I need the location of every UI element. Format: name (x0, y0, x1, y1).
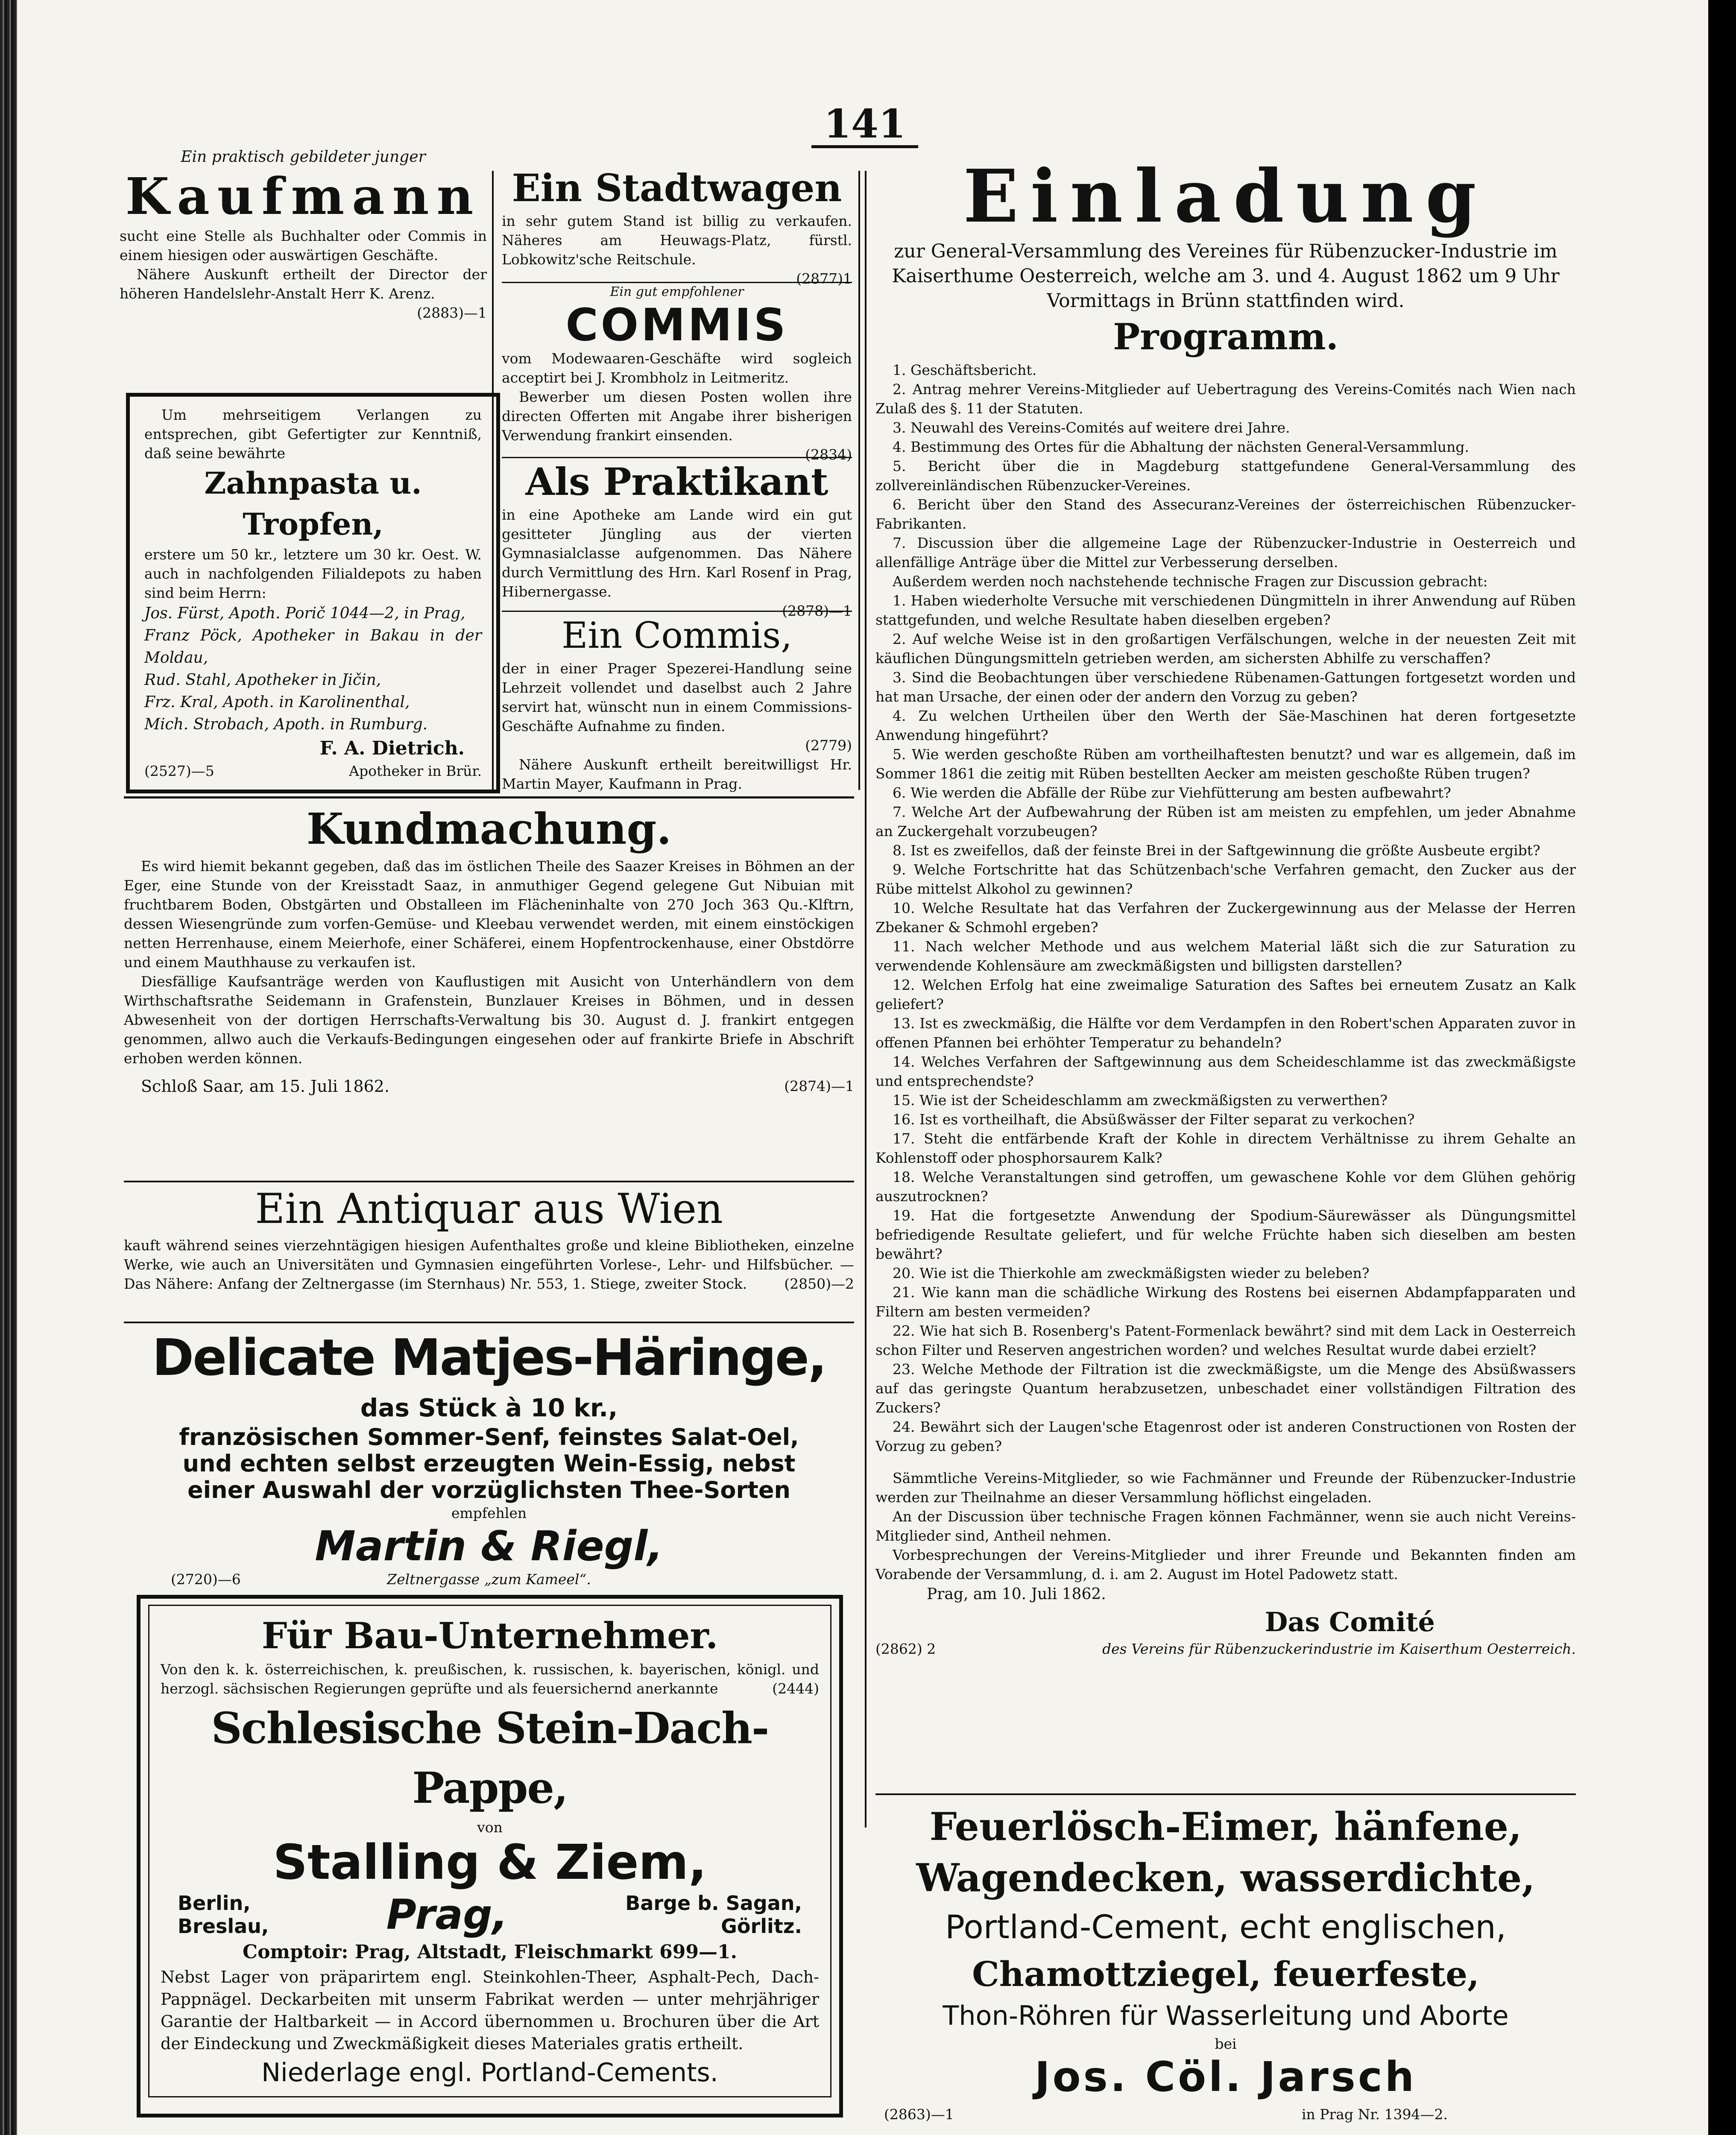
question-item: 6. Wie werden die Abfälle der Rübe zur Viehfütterung am besten aufbewahrt? (893, 784, 1451, 801)
question-item: 17. Steht die entfärbende Kraft der Kohle in directem Verhältnisse zu ihrem Gehalte an Kohlenstoff oder phosphorsaurem Kalk? (875, 1130, 1576, 1166)
zahnpasta-ref: (2527)—5 (144, 763, 214, 779)
question-item: 12. Welchen Erfolg hat eine zweimalige Saturation des Saftes bei erneutem Zusatz an Kalk geliefert? (875, 977, 1576, 1012)
question-item: 9. Welche Fortschritte hat das Schützenbach'sche Verfahren gemacht, den Zucker aus der Rübe mittelst Alkohol zu gewinnen? (875, 861, 1576, 897)
ad-kaufmann (120, 147, 487, 322)
stadtwagen-ref: (2877)1 (796, 270, 852, 287)
zahnpasta-signature-sub: Apotheker in Brür. (349, 763, 482, 779)
feuer-ref: (2863)—1 (884, 2106, 954, 2123)
page-number: 141 (811, 102, 918, 148)
bau-cities-left (178, 1892, 269, 1938)
question-item: 15. Wie ist der Scheideschlamm am zweckmäßigsten zu verwerthen? (893, 1092, 1388, 1108)
question-item: 22. Wie hat sich B. Rosenberg's Patent-Formenlack bewährt? sind mit dem Lack in Oesterreich schon Filter und Reserven angestrichen worden? und welches Resultat wurde dabei erzielt? (875, 1322, 1576, 1358)
matjes-line-2: und echten selbst erzeugten Wein-Essig, nebst (182, 1450, 796, 1477)
question-item: 5. Wie werden geschoßte Rüben am vortheilhaftesten benutzt? und war es allgemein, daß im Sommer 1861 die zeitig mit Rüben bestellten Aecker am meisten geschoßte Rüben trugen? (875, 746, 1576, 782)
question-item: 8. Ist es zweifellos, daß der feinste Brei in der Saftgewinnung die größte Ausbeute ergibt? (893, 842, 1540, 859)
question-item: 11. Nach welcher Methode und aus welchem Material läßt sich die zur Saturation zu verwendende Kohlensäure am zweckmäßigsten und billigsten darstellen? (875, 938, 1576, 974)
bau-product: Schlesische Stein-Dach-Pappe, (211, 1703, 769, 1813)
commis2-info: Nähere Auskunft ertheilt bereitwilligst Hr. Martin Mayer, Kaufmann in Prag. (502, 756, 852, 792)
kaufmann-info: Nähere Auskunft ertheilt der Director der höheren Handelslehr-Anstalt Herr K. Arenz. (120, 266, 487, 302)
question-item: 24. Bewährt sich der Laugen'sche Etagenrost oder ist anderen Constructionen von Rosten der Vorzug zu geben? (875, 1418, 1576, 1454)
column-rule-right (865, 171, 867, 1828)
einladung-programm: Programm. (1113, 316, 1338, 358)
bau-firm: Stalling & Ziem, (273, 1835, 707, 1890)
matjes-title: Delicate Matjes-Häringe, (152, 1328, 826, 1387)
program-item: 7. Discussion über die allgemeine Lage der Rübenzucker-Industrie in Oesterreich und allenfällige Anträge über die Mittel zur Verbesserung derselben. (875, 535, 1576, 570)
ad-matjes (124, 1322, 854, 1589)
newspaper-page (17, 0, 1708, 2135)
kundmachung-footer (124, 1068, 854, 1096)
question-item: 20. Wie ist die Thierkohle am zweckmäßigsten wieder zu beleben? (893, 1265, 1370, 1281)
ad-kundmachung (124, 796, 854, 1096)
commis1-title: COMMIS (565, 299, 788, 351)
kundmachung-ref: (2874)—1 (784, 1078, 854, 1094)
ad-commis-2 (502, 611, 852, 793)
bau-intro: Von den k. k. österreichischen, k. preußischen, k. russischen, k. bayerischen, königl. und herzogl. sächsischen Regierungen geprüfte und als feuersichernd anerkannte (161, 1661, 819, 1697)
zahnpasta-title: Zahnpasta u. Tropfen, (204, 465, 422, 542)
einladung-closing-3: Vorbesprechungen der Vereins-Mitglieder und ihrer Freunde und Bekannten finden am Vorabende der Versammlung, d. i. am 2. August im Hotel Padowetz statt. (875, 1547, 1576, 1582)
program-item: 4. Bestimmung des Ortes für die Abhaltung der nächsten General-Versammlung. (893, 439, 1470, 455)
antiquar-title: Ein Antiquar aus Wien (255, 1185, 723, 1233)
matjes-price: das Stück à 10 kr., (360, 1393, 618, 1422)
bau-title: Für Bau-Unternehmer. (261, 1614, 718, 1657)
bau-city-prag: Prag, (386, 1891, 508, 1939)
bau-cities (161, 1891, 819, 1939)
question-item: 1. Haben wiederholte Versuche mit verschiedenen Düngmitteln in ihrer Anwendung auf Rüben stattgefunden, und welche Resultate haben dieselben ergeben? (875, 592, 1576, 628)
feuer-line-2: Wagendecken, wasserdichte, (916, 1855, 1535, 1901)
commis1-ref: (2834) (805, 446, 852, 463)
question-item: 16. Ist es vortheilhaft, die Absüßwässer der Filter separat zu verkochen? (893, 1111, 1415, 1128)
program-item: 2. Antrag mehrer Vereins-Mitglieder auf Uebertragung des Vereins-Comités nach Wien nach Zulaß des §. 11 der Statuten. (875, 381, 1576, 417)
ad-einladung (875, 154, 1576, 1659)
column-rule-left (492, 171, 494, 790)
einladung-date: Prag, am 10. Juli 1862. (927, 1585, 1106, 1603)
antiquar-ref: (2850)—2 (784, 1275, 854, 1292)
ad-bau-unternehmer (137, 1595, 843, 2117)
stadtwagen-body: in sehr gutem Stand ist billig zu verkaufen. Näheres am Heuwags-Platz, fürstl. Lobkowitz'sche Reitschule. (502, 213, 852, 268)
ad-stadtwagen (502, 164, 852, 288)
matjes-line-3: einer Auswahl der vorzüglichsten Thee-Sorten (187, 1477, 790, 1503)
ad-feuerloesch (875, 1793, 1576, 2124)
kaufmann-title: Kaufmann (125, 167, 481, 226)
question-item: 7. Welche Art der Aufbewahrung der Rüben ist am meisten zu empfehlen, um jeder Abnahme an Zuckergehalt vorzubeugen? (875, 804, 1576, 839)
einladung-title: Einladung (963, 154, 1488, 239)
question-item: 19. Hat die fortgesetzte Anwendung der Spodium-Säurewässer als Düngungsmittel befriedigende Resultate geliefert, und für welche Früchte haben sich dieselben am besten bewährt? (875, 1207, 1576, 1262)
question-item: 14. Welches Verfahren der Saftgewinnung aus dem Scheideschlamme ist das zweckmäßigste und entsprechendste? (875, 1053, 1576, 1089)
matjes-line-1: französischen Sommer-Senf, feinstes Salat-Oel, (179, 1424, 799, 1451)
einladung-closing-1: Sämmtliche Vereins-Mitglieder, so wie Fachmänner und Freunde der Rübenzucker-Industrie werden zur Theilnahme an dieser Versammlung höflichst eingeladen. (875, 1470, 1576, 1506)
matjes-empfehlen: empfehlen (451, 1505, 527, 1521)
feuer-address: in Prag Nr. 1394—2. (1301, 2106, 1448, 2123)
einladung-comite-sub: des Vereins für Rübenzuckerindustrie im Kaiserthum Oesterreich. (1102, 1641, 1576, 1657)
zahnpasta-agent-5: Mich. Strobach, Apoth. in Rumburg. (144, 716, 428, 733)
commis2-ref: (2779) (805, 737, 852, 754)
question-item: 21. Wie kann man die schädliche Wirkung des Rostens bei eisernen Abdampfapparaten und Filtern am besten vermeiden? (875, 1284, 1576, 1320)
ad-praktikant (502, 457, 852, 620)
zahnpasta-agent-1: Jos. Fürst, Apoth. Porič 1044—2, in Prag, (144, 605, 465, 622)
bau-inner-frame (148, 1605, 831, 2097)
feuer-bei: bei (1215, 2036, 1237, 2052)
kundmachung-title: Kundmachung. (306, 804, 672, 854)
bau-body: Nebst Lager von präparirtem engl. Steinkohlen-Theer, Asphalt-Pech, Dach-Pappnägel. Deckarbeiten mit unserm Fabrikat werden — unter mehrjähriger Garantie der Haltbarkeit — in Accord übernommen u. Brochuren über die Art der Eindeckung und Zweckmäßigkeit dieses Materiales gratis ertheilt. (161, 1968, 819, 2053)
program-item: Außerdem werden noch nachstehende technische Fragen zur Discussion gebracht: (893, 573, 1488, 590)
bau-city-goerlitz: Görlitz. (721, 1915, 802, 1938)
question-item: 3. Sind die Beobachtungen über verschiedene Rübenamen-Gattungen fortgesetzt worden und hat man Ursache, der einen oder der andern den Vorzug zu geben? (875, 669, 1576, 705)
matjes-ref: (2720)—6 (171, 1571, 241, 1588)
feuer-line-1: Feuerlösch-Eimer, hänfene, (929, 1804, 1522, 1849)
stadtwagen-title: Ein Stadtwagen (512, 166, 842, 210)
question-item: 2. Auf welche Weise ist in den großartigen Verfälschungen, welche in der neuesten Zeit mit käuflichen Düngungsmitteln getrieben werden, am sichersten Abhilfe zu verschaffen? (875, 631, 1576, 667)
kaufmann-pre: Ein praktisch gebildeter junger (181, 148, 426, 166)
bau-comptoir: Comptoir: Prag, Altstadt, Fleischmarkt 699—1. (243, 1941, 737, 1963)
kundmachung-p1: Es wird hiemit bekannt gegeben, daß das im östlichen Theile des Saazer Kreises in Böhmen an der Eger, eine Stunde von der Kreisstadt Saaz, in anmuthiger Gegend gelegene Gut Nibuian mit fruchtbarem Boden, Obstgärten und Obstalleen im Flächeninhalte von 270 Joch 363 Qu.-Klftrn, dessen Wiesengründe zum vorfen-Gemüse- und Kleebau verwendet werden, mit einem einstöckigen netten Herrenhause, einem Meierhofe, einer Schäferei, einem Hopfentrockenhause, einer Obstdörre und einem Mauthhause zu verkaufen ist. (124, 858, 854, 971)
zahnpasta-agent-3: Rud. Stahl, Apotheker in Jičin, (144, 671, 381, 689)
zahnpasta-intro: Um mehrseitigem Verlangen zu entsprechen, gibt Gefertigter zur Kenntniß, daß seine bewährte (144, 407, 482, 462)
question-item: 4. Zu welchen Urtheilen über den Werth der Säe-Maschinen hat deren fortgesetzte Anwendung hingeführt? (875, 708, 1576, 743)
kaufmann-body: sucht eine Stelle als Buchhalter oder Commis in einem hiesigen oder auswärtigen Geschäfte. (120, 228, 487, 263)
ad-zahnpasta (126, 393, 500, 793)
einladung-program-list (875, 360, 1576, 1456)
commis1-body: vom Modewaaren-Geschäfte wird sogleich acceptirt bei J. Krombholz in Leitmeritz. (502, 350, 852, 386)
bau-city-breslau: Breslau, (178, 1915, 269, 1938)
bau-city-barge: Barge b. Sagan, (625, 1892, 802, 1915)
matjes-firm: Martin & Riegl, (315, 1522, 663, 1570)
bau-city-berlin: Berlin, (178, 1892, 251, 1915)
kaufmann-ref: (2883)—1 (417, 304, 487, 321)
einladung-footer (875, 1639, 1576, 1659)
question-item: 10. Welche Resultate hat das Verfahren der Zuckergewinnung aus der Melasse der Herren Zbekaner & Schmohl ergeben? (875, 900, 1576, 936)
program-item: 5. Bericht über die in Magdeburg stattgefundene General-Versammlung des zollvereinländischen Rübenzucker-Vereines. (875, 458, 1576, 494)
bau-ref: (2444) (772, 1680, 819, 1697)
praktikant-body: in eine Apotheke am Lande wird ein gut gesitteter Jüngling aus der vierten Gymnasialclasse aufgenommen. Das Nähere durch Vermittlung des Hrn. Karl Rosenf in Prag, Hibernergasse. (502, 506, 852, 600)
commis2-title: Ein Commis, (562, 614, 792, 656)
ad-commis-1 (502, 282, 852, 464)
feuer-footer (875, 2100, 1576, 2124)
matjes-address: Zeltnergasse „zum Kameel“. (387, 1571, 591, 1588)
bau-cities-right (625, 1892, 802, 1938)
einladung-intro: zur General-Versammlung des Vereines für Rübenzucker-Industrie im Kaiserthume Oesterreich, welche am 3. und 4. August 1862 um 9 Uhr Vormittags in Brünn stattfinden wird. (892, 240, 1560, 312)
commis1-body2: Bewerber um diesen Posten wollen ihre directen Offerten mit Angabe ihrer bisherigen Verwendung frankirt einsenden. (502, 389, 852, 444)
program-item: 1. Geschäftsbericht. (893, 362, 1037, 378)
bau-von: von (477, 1819, 503, 1836)
commis2-body: der in einer Prager Spezerei-Handlung seine Lehrzeit vollendet und daselbst auch 2 Jahre servirt hat, wünscht nun in einem Commissions-Geschäfte Aufnahme zu finden. (502, 660, 852, 734)
program-item: 6. Bericht über den Stand des Assecuranz-Vereines der österreichischen Rübenzucker-Fabrikanten. (875, 496, 1576, 532)
bau-footer: Niederlage engl. Portland-Cements. (261, 2058, 718, 2088)
zahnpasta-signature: F. A. Dietrich. (319, 737, 465, 759)
question-item: 13. Ist es zweckmäßig, die Hälfte vor dem Verdampfen in den Robert'schen Apparaten zuvor in offenen Pfannen bei erhöhter Temperatur zu behandeln? (875, 1015, 1576, 1051)
zahnpasta-agent-2: Franz Pöck, Apotheker in Bakau in der Moldau, (144, 627, 482, 667)
feuer-line-4: Chamottziegel, feuerfeste, (972, 1954, 1479, 1994)
feuer-line-5: Thon-Röhren für Wasserleitung und Aborte (943, 2000, 1509, 2031)
einladung-comite: Das Comité (1265, 1606, 1435, 1638)
kundmachung-p2: Diesfällige Kaufsanträge werden von Kauflustigen mit Ausicht von Unterhändlern von dem Wirthschaftsrathe Seidemann in Grafenstein, Bunzlauer Kreises in Böhmen, und in dessen Abwesenheit von der dortigen Herrschafts-Verwaltung bis 30. August d. J. frankirt entgegen genommen, allwo auch die Verkaufs-Bedingungen eingesehen oder auf frankirte Briefe in Abschrift erhoben werden können. (124, 973, 854, 1067)
commis1-pre: Ein gut empfohlener (610, 284, 744, 299)
zahnpasta-footer (144, 761, 482, 781)
question-item: 23. Welche Methode der Filtration ist die zweckmäßigste, um die Menge des Absüßwassers auf das geringste Quantum herabzusetzen, unbeschadet einer vollständigen Filtration des Zuckers? (875, 1361, 1576, 1416)
feuer-firm: Jos. Cöl. Jarsch (1034, 2053, 1417, 2101)
einladung-ref: (2862) 2 (875, 1641, 936, 1657)
column-rule-center (858, 171, 860, 790)
kundmachung-place: Schloß Saar, am 15. Juli 1862. (141, 1077, 389, 1096)
ad-antiquar (124, 1181, 854, 1293)
antiquar-body: kauft während seines vierzehntägigen hiesigen Aufenthaltes große und kleine Bibliotheken, einzelne Werke, wie auch an Universitäten und Gymnasien eingeführten Vorlese-, Lehr- und Hilfsbücher. — Das Nähere: Anfang der Zeltnergasse (im Sternhaus) Nr. 553, 1. Stiege, zweiter Stock. (124, 1237, 854, 1292)
program-item: 3. Neuwahl des Vereins-Comités auf weitere drei Jahre. (893, 419, 1290, 436)
praktikant-title: Als Praktikant (525, 459, 828, 504)
question-item: 18. Welche Veranstaltungen sind getroffen, um gewaschene Kohle vor dem Glühen gehörig auszutrocknen? (875, 1169, 1576, 1205)
einladung-closing-2: An der Discussion über technische Fragen können Fachmänner, wenn sie auch nicht Vereins-Mitglieder sind, Antheil nehmen. (875, 1508, 1576, 1544)
praktikant-ref: (2878)—1 (782, 602, 852, 619)
feuer-line-3: Portland-Cement, echt englischen, (945, 1908, 1506, 1946)
zahnpasta-agent-4: Frz. Kral, Apoth. in Karolinenthal, (144, 693, 410, 711)
zahnpasta-body: erstere um 50 kr., letztere um 30 kr. Oest. W. auch in nachfolgenden Filialdepots zu haben sind beim Herrn: (144, 546, 482, 601)
